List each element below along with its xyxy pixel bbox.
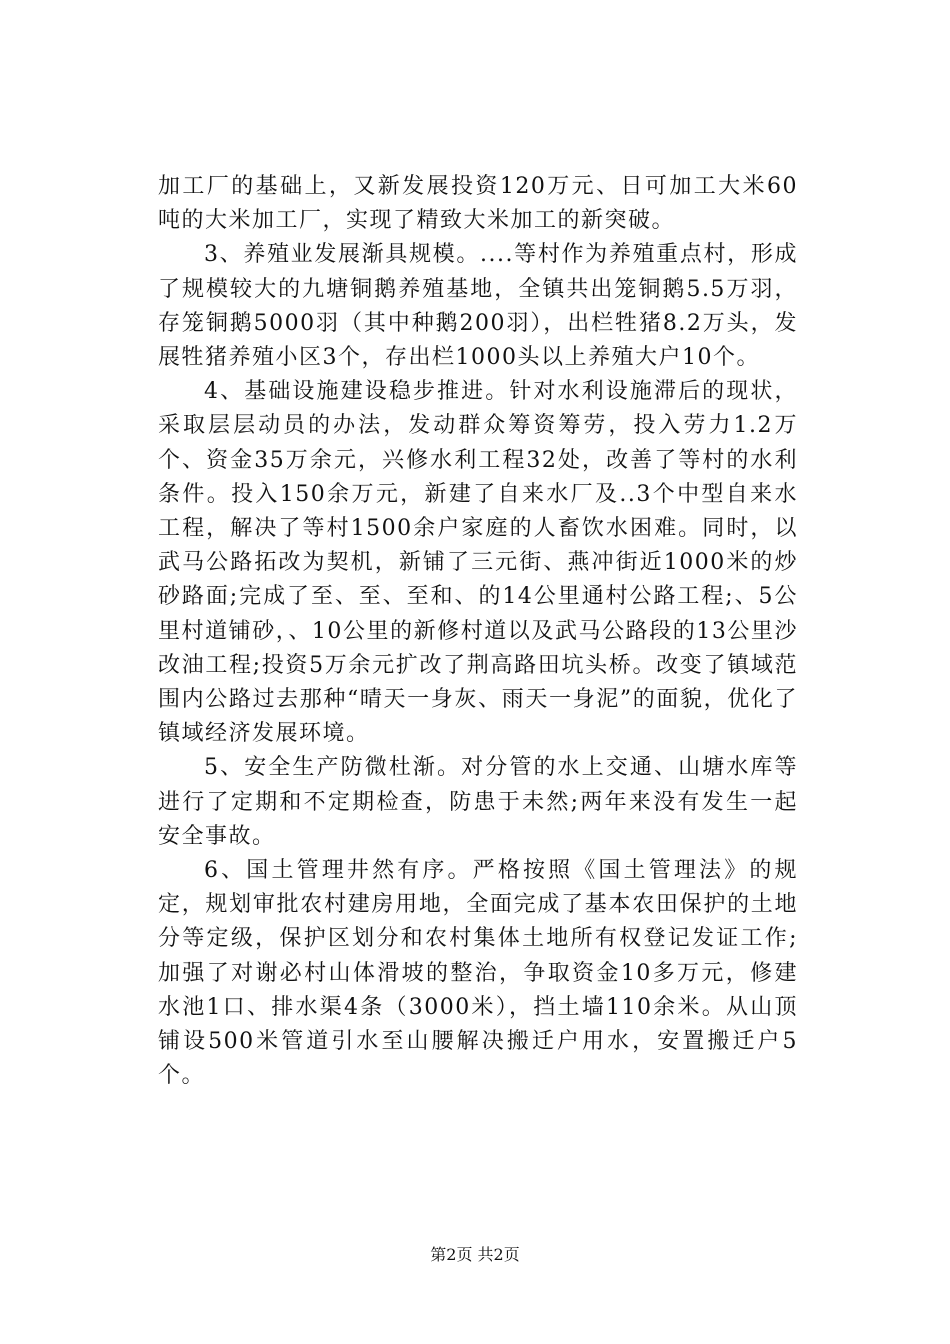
- document-body: [158, 170, 798, 1093]
- paragraph-3: 4、基础设施建设稳步推进。针对水利设施滞后的现状，采取层层动员的办法，发动群众筹资筹劳，投入劳力1.2万个、资金35万余元，兴修水利工程32处，改善了等村的水利条件。投入150余万元，新建了自来水厂及..3个中型自来水工程，解决了等村1500余户家庭的人畜饮水困难。同时，以武马公路拓改为契机，新铺了三元街、燕冲街近1000米的炒砂路面;完成了至、至、至和、的14公里通村公路工程;、5公里村道铺砂，、10公里的新修村道以及武马公路段的13公里沙改油工程;投资5万余元扩改了荆高路田坑头桥。改变了镇域范围内公路过去那种“晴天一身灰、雨天一身泥”的面貌，优化了镇域经济发展环境。: [158, 379, 798, 747]
- paragraph-4: 5、安全生产防微杜渐。对分管的水上交通、山塘水库等进行了定期和不定期检查，防患于未然;两年来没有发生一起安全事故。: [158, 755, 798, 849]
- paragraph-2: 3、养殖业发展渐具规模。....等村作为养殖重点村，形成了规模较大的九塘铜鹅养殖基地，全镇共出笼铜鹅5.5万羽，存笼铜鹅5000羽（其中种鹅200羽），出栏牲猪8.2万头，发展牲猪养殖小区3个，存出栏1000头以上养殖大户10个。: [158, 242, 798, 371]
- page-footer: [0, 1245, 950, 1265]
- page-number-label: 第2页 共2页: [430, 1245, 520, 1264]
- paragraph-1: 加工厂的基础上，又新发展投资120万元、日可加工大米60吨的大米加工厂，实现了精致大米加工的新突破。: [158, 174, 798, 234]
- paragraph-5: 6、国土管理井然有序。严格按照《国土管理法》的规定，规划审批农村建房用地，全面完成了基本农田保护的土地分等定级，保护区划分和农村集体土地所有权登记发证工作;加强了对谢必村山体滑坡的整治，争取资金10多万元，修建水池1口、排水渠4条（3000米），挡土墙110余米。从山顶铺设500米管道引水至山腰解决搬迁户用水，安置搬迁户5个。: [158, 858, 798, 1089]
